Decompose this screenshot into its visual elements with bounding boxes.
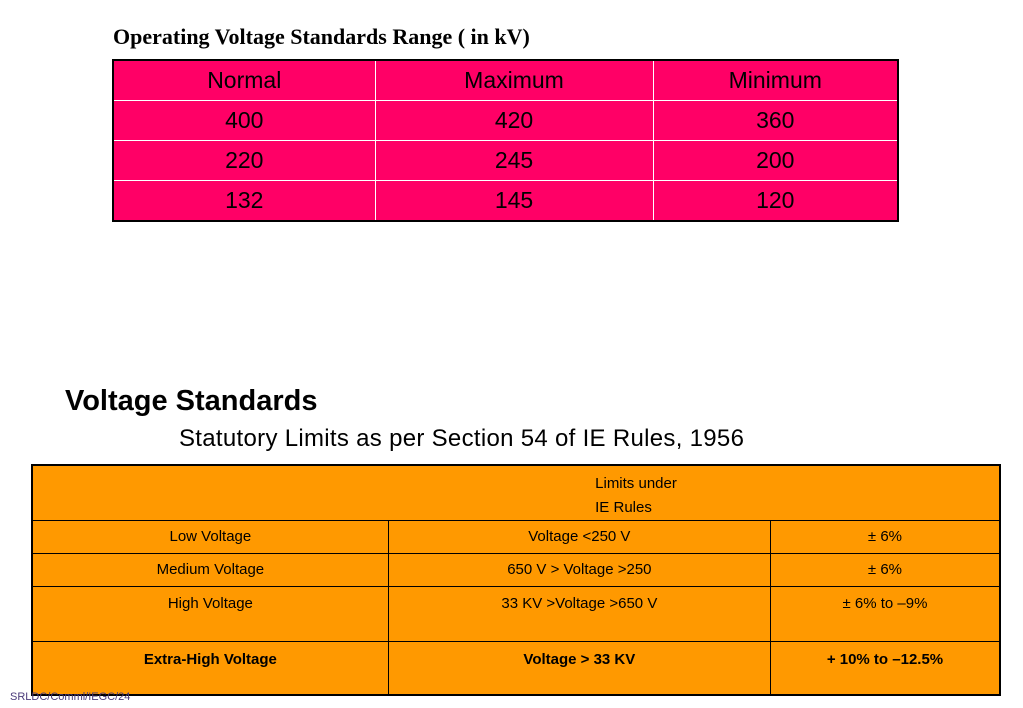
table-row <box>32 587 1000 642</box>
header-maximum: Maximum <box>375 60 653 101</box>
operating-voltage-table <box>112 59 899 222</box>
table-cell: 360 <box>653 101 898 141</box>
statutory-limits-table <box>31 464 1001 696</box>
header-minimum: Minimum <box>653 60 898 101</box>
header-normal: Normal <box>113 60 375 101</box>
table-row <box>113 101 898 141</box>
table-cell: 220 <box>113 141 375 181</box>
table-cell: 120 <box>653 181 898 222</box>
table-row <box>32 642 1000 696</box>
header-line-1: Limits under <box>595 475 677 492</box>
table-cell: 400 <box>113 101 375 141</box>
table-cell: Medium Voltage <box>32 554 388 587</box>
table-row <box>113 181 898 222</box>
limits-header <box>32 465 1000 521</box>
table-row <box>32 521 1000 554</box>
table-cell: 33 KV >Voltage >650 V <box>388 587 770 642</box>
table-cell: 132 <box>113 181 375 222</box>
table-cell: Voltage <250 V <box>388 521 770 554</box>
section-title: Voltage Standards <box>65 385 318 417</box>
table-cell: 420 <box>375 101 653 141</box>
table-cell: Voltage > 33 KV <box>388 642 770 696</box>
table-cell: High Voltage <box>32 587 388 642</box>
table-cell: Extra-High Voltage <box>32 642 388 696</box>
table-header-row <box>32 465 1000 521</box>
table-row <box>32 554 1000 587</box>
table-cell: + 10% to –12.5% <box>770 642 1000 696</box>
table-cell: 245 <box>375 141 653 181</box>
table-cell: 650 V > Voltage >250 <box>388 554 770 587</box>
table-cell: 145 <box>375 181 653 222</box>
header-line-2: IE Rules <box>595 499 652 516</box>
table-cell: ± 6% <box>770 521 1000 554</box>
table1-title: Operating Voltage Standards Range ( in kV) <box>113 24 530 49</box>
footer-reference: SRLDC/Comml/IEGC/24 <box>10 691 131 703</box>
table-row <box>113 141 898 181</box>
table-cell: Low Voltage <box>32 521 388 554</box>
section-subtitle: Statutory Limits as per Section 54 of IE Rules, 1956 <box>179 425 745 452</box>
table-cell: ± 6% to –9% <box>770 587 1000 642</box>
table-header-row <box>113 60 898 101</box>
table-cell: ± 6% <box>770 554 1000 587</box>
table-cell: 200 <box>653 141 898 181</box>
